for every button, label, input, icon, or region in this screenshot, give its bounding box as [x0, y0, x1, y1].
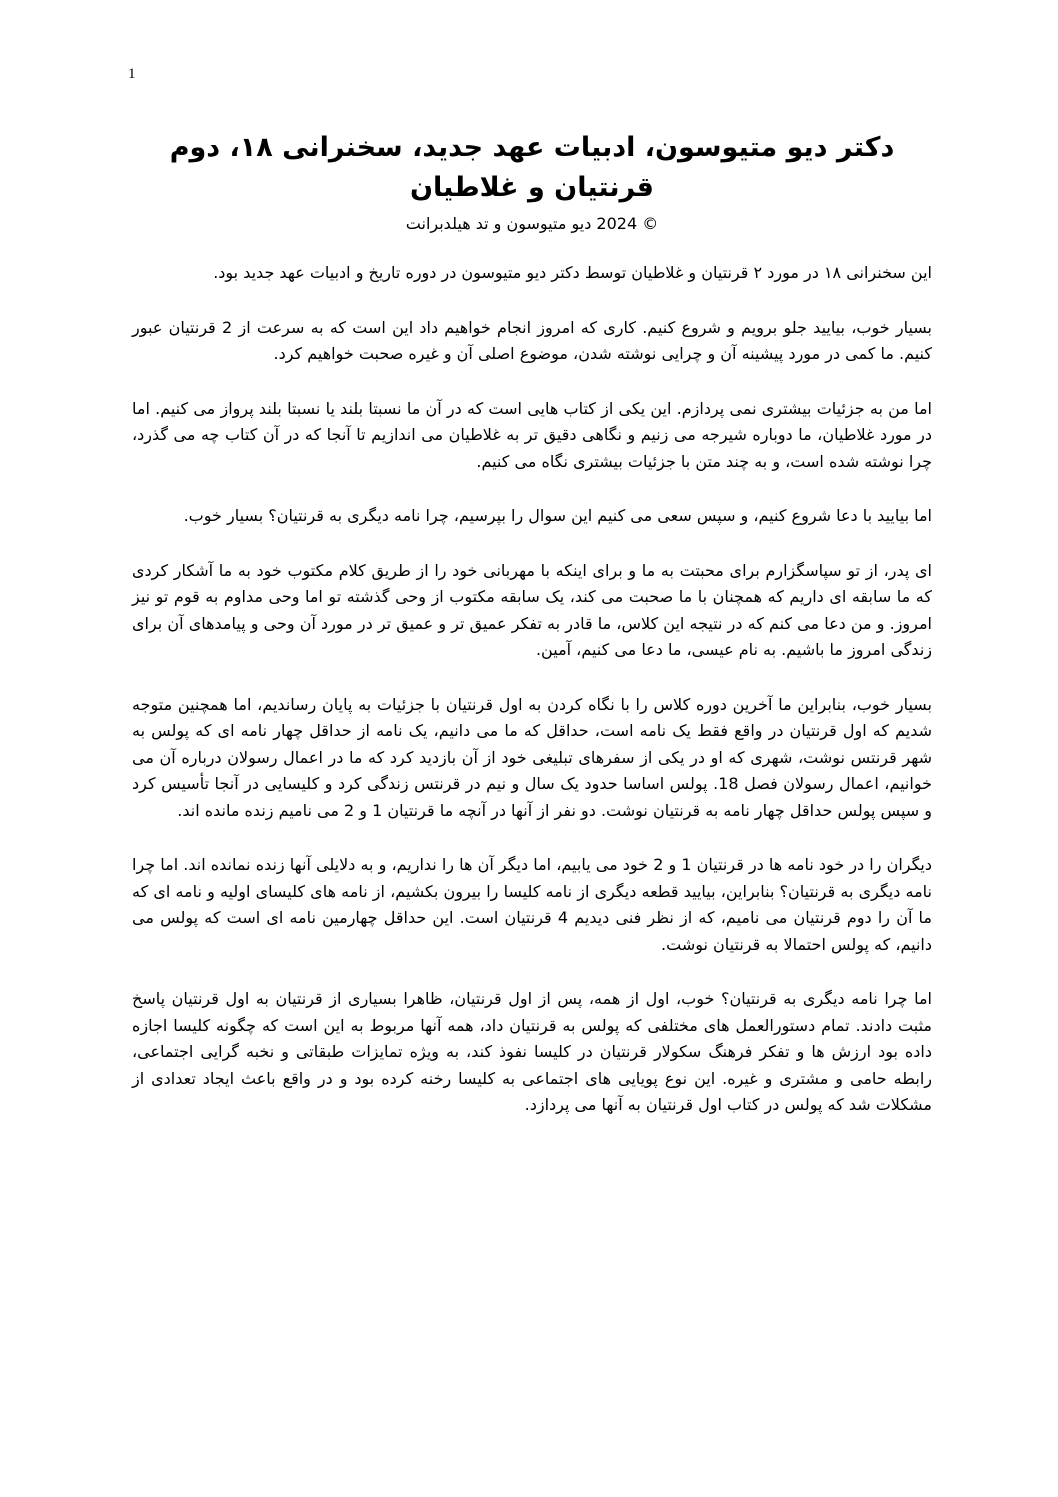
paragraph: بسیار خوب، بنابراین ما آخرین دوره کلاس را با نگاه کردن به اول قرنتیان با جزئیات به پایان رساندیم، اما همچنین متوجه شدیم که اول قرنتیان در واقع فقط یک نامه است، حداقل که ما می دانیم، یک نامه از حداقل چهار نامه ای که پولس به شهر قرنتس نوشت، شهری که او در یکی از سفرهای تبلیغی خود از آن بازدید کرد که ما در اعمال رسولان درباره آن می خوانیم، اعمال رسولان فصل 18. پولس اساسا حدود یک سال و نیم در قرنتس زندگی کرد و کلیسایی در آنجا تأسیس کرد و سپس پولس حداقل چهار نامه به قرنتیان نوشت. دو نفر از آنها در آنچه ما قرنتیان 1 و 2 می نامیم زنده مانده اند. [132, 694, 932, 820]
paragraph: اما من به جزئیات بیشتری نمی پردازم. این یکی از کتاب هایی است که در آن ما نسبتا بلند یا نسبتا بلند پرواز می کنیم. اما در مورد غلاطیان، ما دوباره شیرجه می زنیم و نگاهی دقیق تر به غلاطیان می اندازیم تا آنجا که در آن کتاب چه می گذرد، چرا نوشته شده است، و به چند متن با جزئیات بیشتری نگاه می کنیم. [132, 398, 932, 471]
paragraph: اما بیایید با دعا شروع کنیم، و سپس سعی می کنیم این سوال را بپرسیم، چرا نامه دیگری به قرنتیان؟ بسیار خوب. [183, 506, 932, 525]
paragraph-prayer: ای پدر، از تو سپاسگزارم برای محبتت به ما و برای اینکه با مهربانی خود را از طریق کلام مکتوب خود به ما آشکار کردی که ما سابقه ای داریم که همچنان با ما صحبت می کند، یک سابقه مکتوب از وحی گذشته تو اما وحی مداوم به قوم تو نیز امروز. و من دعا می کنم که در نتیجه این کلاس، ما قادر به تفکر عمیق تر و عمیق تر در مورد آن وحی و پیامدهای آن برای زندگی امروز ما باشیم. به نام عیسی، ما دعا می کنیم، آمین. [132, 560, 932, 659]
paragraph: دیگران را در خود نامه ها در قرنتیان 1 و 2 خود می یابیم، اما دیگر آن ها را نداریم، و به دلایلی آنها زنده نمانده اند. اما چرا نامه دیگری به قرنتیان؟ بنابراین، بیایید قطعه دیگری از نامه کلیسا را بیرون بکشیم، از نامه های کلیسای اولیه و نامه ای که ما آن را دوم قرنتیان می نامیم، که از نظر فنی دیدیم 4 قرنتیان است. این حداقل چهارمین نامه ای است که پولس می دانیم، که پولس احتمالا به قرنتیان نوشت. [132, 855, 933, 954]
paragraph-intro: این سخنرانی ۱۸ در مورد ۲ قرنتیان و غلاطیان توسط دکتر دیو متیوسون در دوره تاریخ و ادبیات عهد جدید بود. [213, 263, 932, 282]
paragraph: اما چرا نامه دیگری به قرنتیان؟ خوب، اول از همه، پس از اول قرنتیان، ظاهرا بسیاری از قرنتیان به اول قرنتیان پاسخ مثبت دادند. تمام دستورالعمل های مختلفی که پولس به قرنتیان داد، همه آنها مربوط به این است که چگونه کلیسا اجازه داده بود ارزش ها و تفکر فرهنگ سکولار قرنتیان در کلیسا نفوذ کند، به ویژه تمایزات طبقاتی و نخبه گرایی اجتماعی، رابطه حامی و مشتری و غیره. این نوع پویایی های اجتماعی به کلیسا رخنه کرده بود و در واقع باعث ایجاد تعدادی از مشکلات شد که پولس در کتاب اول قرنتیان به آنها می پردازد. [132, 989, 932, 1114]
document-body [132, 128, 932, 1147]
document-title: دکتر دیو متیوسون، ادبیات عهد جدید، سخنرانی ۱۸، دوم قرنتیان و غلاطیان [169, 132, 895, 203]
copyright-line: © 2024 دیو متیوسون و تد هیلدبرانت [405, 214, 659, 233]
paragraph: بسیار خوب، بیایید جلو برویم و شروع کنیم. کاری که امروز انجام خواهیم داد این است که به سرعت از 2 قرنتیان عبور کنیم. ما کمی در مورد پیشینه آن و چرایی نوشته شدن، موضوع اصلی آن و غیره صحبت خواهیم کرد. [132, 317, 933, 363]
page-number: 1 [128, 66, 136, 82]
